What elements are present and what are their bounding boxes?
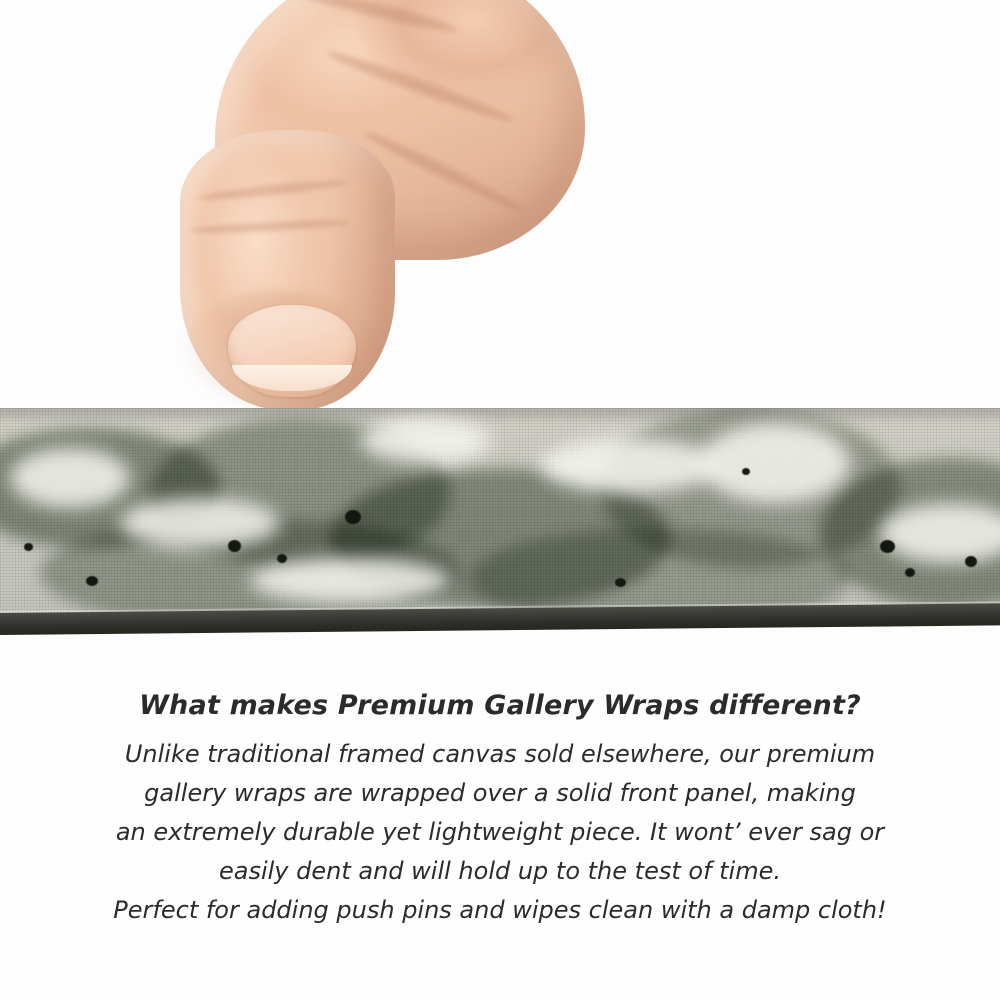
slab-top-shadow — [0, 408, 1000, 424]
paint-speck — [345, 510, 361, 524]
paint-highlight — [540, 438, 720, 493]
caption-line: easily dent and will hold up to the test of time. — [218, 857, 781, 885]
paint-speck — [228, 540, 241, 552]
paint-highlight — [250, 558, 450, 603]
paint-speck — [965, 556, 977, 567]
caption-line: Unlike traditional framed canvas sold elsewhere, our premium — [124, 740, 876, 768]
paint-highlight — [120, 498, 280, 548]
paint-speck — [86, 576, 98, 586]
paint-speck — [24, 543, 33, 551]
paint-highlight — [700, 423, 850, 503]
paint-speck — [742, 468, 750, 475]
paint-highlight — [10, 448, 130, 508]
paint-speck — [880, 540, 895, 553]
paint-highlight — [360, 418, 490, 463]
caption-line: an extremely durable yet lightweight piece. It wont’ ever sag or — [115, 818, 885, 846]
paint-speck — [905, 568, 915, 577]
hand-illustration — [120, 0, 580, 430]
caption-heading: What makes Premium Gallery Wraps different? — [139, 690, 861, 721]
paint-speck — [277, 554, 287, 563]
caption-line: gallery wraps are wrapped over a solid front panel, making — [144, 779, 856, 807]
caption-line: Perfect for adding push pins and wipes clean with a damp cloth! — [113, 896, 887, 924]
caption-block — [0, 690, 1000, 930]
paint-speck — [615, 578, 626, 587]
canvas-edge-slab — [0, 408, 1000, 613]
